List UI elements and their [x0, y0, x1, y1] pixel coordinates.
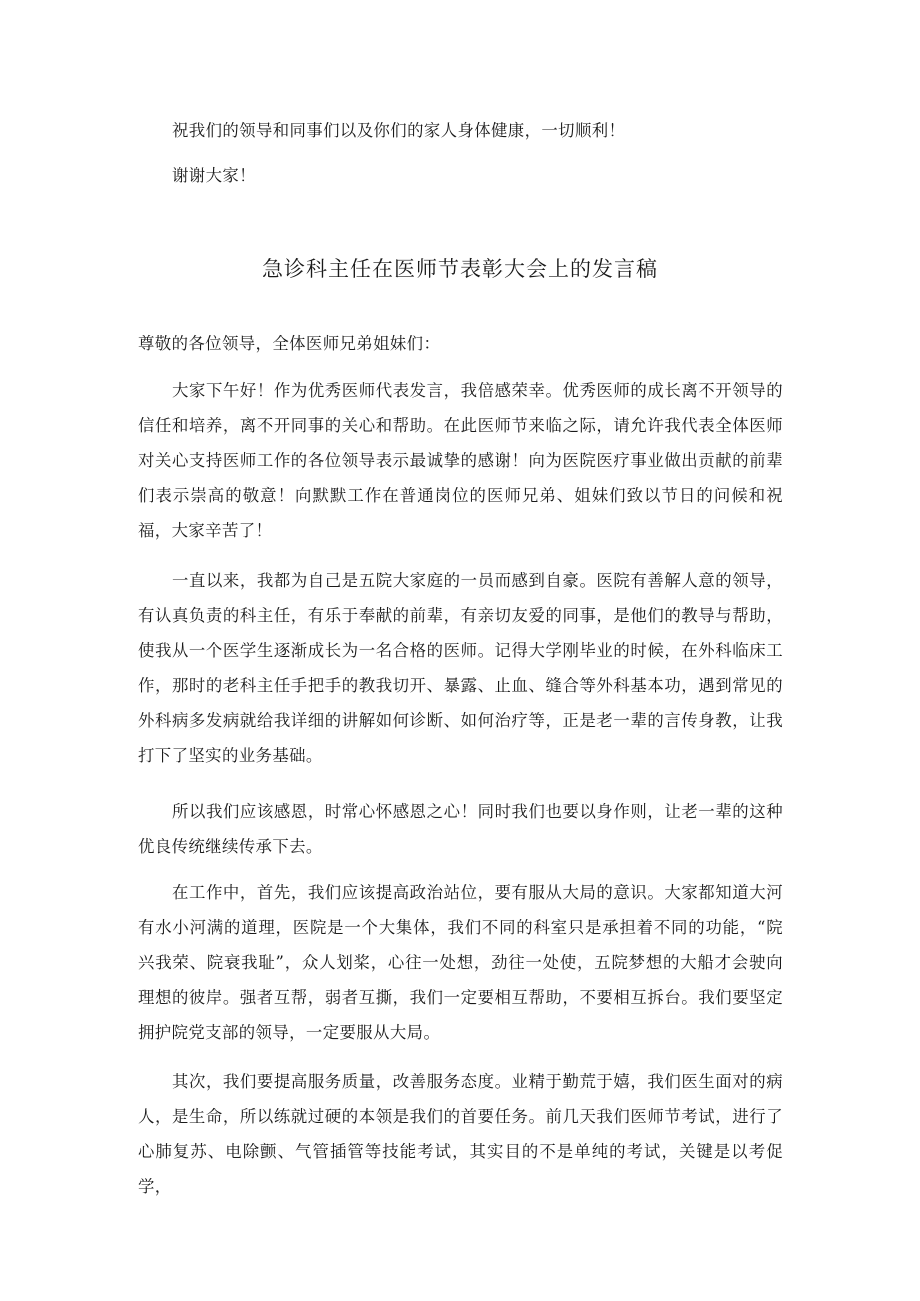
salutation: 尊敬的各位领导，全体医师兄弟姐妹们：	[138, 334, 441, 353]
document-title: 急诊科主任在医师节表彰大会上的发言稿	[262, 257, 658, 281]
body-paragraph-gratitude: 所以我们应该感恩，时常心怀感恩之心！同时我们也要以身作则，让老一辈的这种优良传统继续传承下去。	[138, 802, 783, 856]
closing-wish-paragraph: 祝我们的领导和同事们以及你们的家人身体健康，一切顺利！	[172, 121, 626, 140]
body-paragraph-greeting: 大家下午好！作为优秀医师代表发言，我倍感荣幸。优秀医师的成长离不开领导的信任和培养，离不开同事的关心和帮助。在此医师节来临之际，请允许我代表全体医师对关心支持医师工作的各位领导表示最诚挚的感谢！向为医院医疗事业做出贡献的前辈们表示崇高的敬意！向默默工作在普通岗位的医师兄弟、姐妹们致以节日的问候和祝福，大家辛苦了！	[138, 381, 783, 540]
thanks-paragraph: 谢谢大家！	[172, 166, 256, 185]
body-paragraph-second: 其次，我们要提高服务质量，改善服务态度。业精于勤荒于嬉，我们医生面对的病人，是生命，所以练就过硬的本领是我们的首要任务。前几天我们医师节考试，进行了心肺复苏、电除颤、气管插管等技能考试，其实目的不是单纯的考试，关键是以考促学，	[138, 1072, 783, 1196]
body-paragraph-pride: 一直以来，我都为自己是五院大家庭的一员而感到自豪。医院有善解人意的领导，有认真负责的科主任，有乐于奉献的前辈，有亲切友爱的同事，是他们的教导与帮助，使我从一个医学生逐渐成长为一名合格的医师。记得大学刚毕业的时候，在外科临床工作，那时的老科主任手把手的教我切开、暴露、止血、缝合等外科基本功，遇到常见的外科病多发病就给我详细的讲解如何诊断、如何治疗等，正是老一辈的言传身教，让我打下了坚实的业务基础。	[138, 571, 783, 765]
body-paragraph-first: 在工作中，首先，我们应该提高政治站位，要有服从大局的意识。大家都知道大河有水小河满的道理，医院是一个大集体，我们不同的科室只是承担着不同的功能，“院兴我荣、院衰我耻”，众人划桨，心往一处想，劲往一处使，五院梦想的大船才会驶向理想的彼岸。强者互帮，弱者互撕，我们一定要相互帮助，不要相互拆台。我们要坚定拥护院党支部的领导，一定要服从大局。	[138, 883, 783, 1042]
